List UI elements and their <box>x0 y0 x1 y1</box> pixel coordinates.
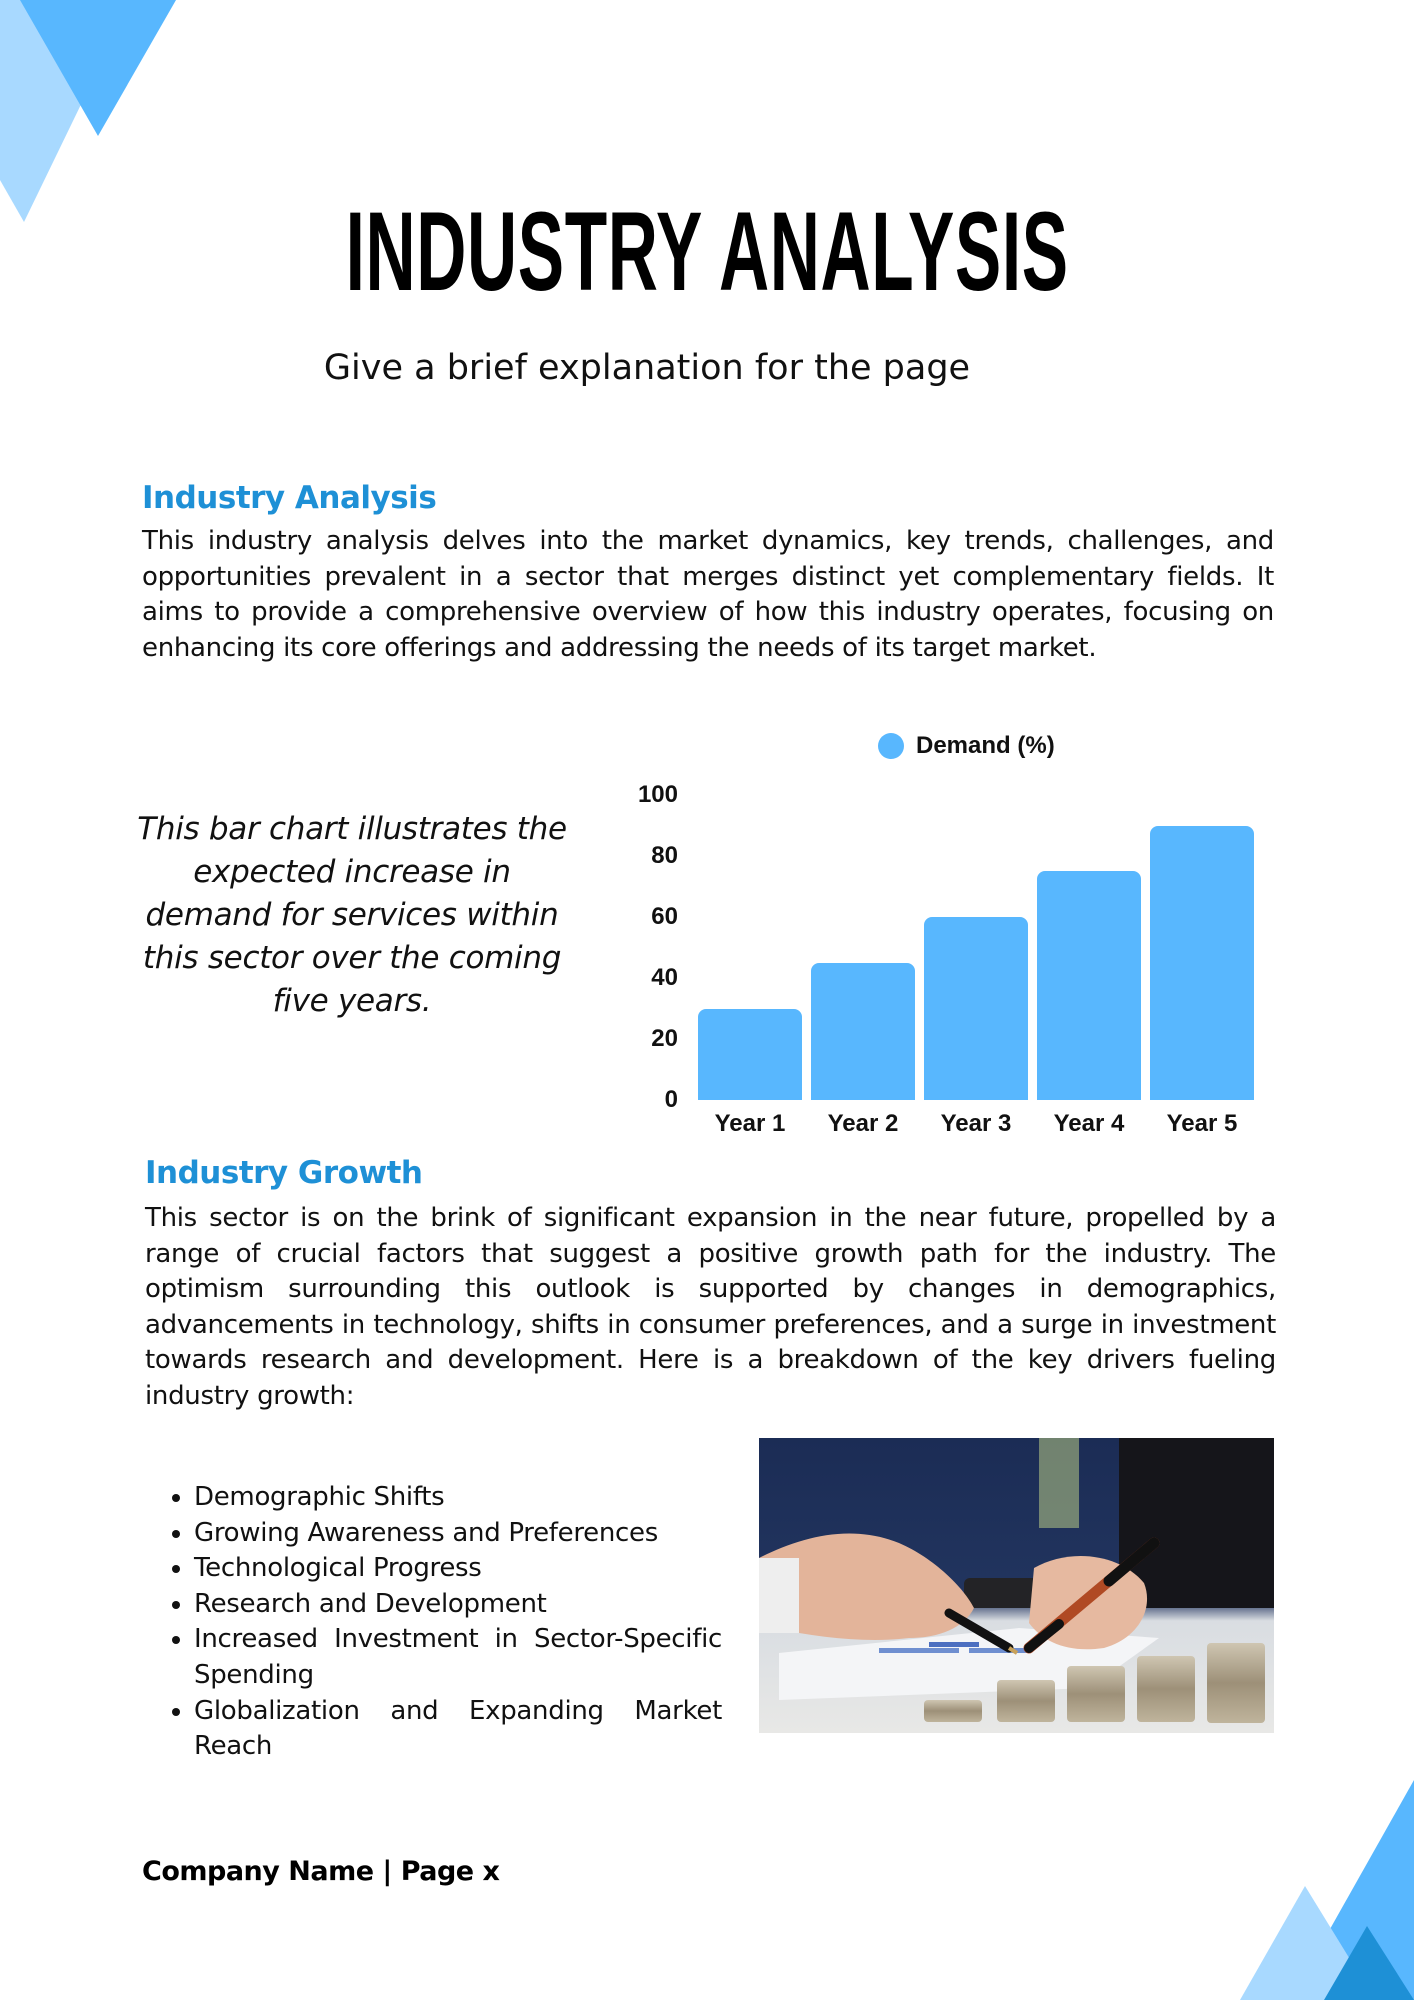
bar-year-1 <box>698 1009 802 1101</box>
x-tick-label: Year 5 <box>1166 1110 1238 1137</box>
y-tick-label: 20 <box>651 1025 678 1052</box>
chart-caption: This bar chart illustrates the expected increase in demand for services within this sector over the coming five years. <box>137 811 567 1019</box>
x-tick-label: Year 3 <box>940 1110 1012 1137</box>
list-item: • Technological Progress <box>194 1551 722 1587</box>
section-body-analysis: This industry analysis delves into the market dynamics, key trends, challenges, and opportunities prevalent in a sector that merges distinct yet complementary fields. It aims to provide a comprehensive overview of how this industry operates, focusing on enhancing its core offerings and addressing the needs of its target market. <box>142 526 1274 663</box>
list-item: • Demographic Shifts <box>194 1480 722 1516</box>
demand-bar-chart <box>620 720 1280 1140</box>
x-tick-label: Year 2 <box>827 1110 899 1137</box>
legend-label: Demand (%) <box>916 732 1055 759</box>
page-subtitle: Give a brief explanation for the page <box>323 348 971 388</box>
page-title <box>0 189 1414 314</box>
y-tick-label: 40 <box>651 964 678 991</box>
list-item: • Globalization and Expanding Market Reach <box>194 1694 722 1765</box>
list-item: • Growing Awareness and Preferences <box>194 1516 722 1552</box>
business-finance-photo <box>759 1438 1274 1733</box>
y-tick-label: 60 <box>651 903 678 930</box>
section-heading-growth: Industry Growth <box>145 1155 423 1191</box>
x-tick-label: Year 1 <box>714 1110 786 1137</box>
bar-year-3 <box>924 917 1028 1100</box>
footer-company-page: Company Name | Page x <box>142 1856 500 1887</box>
list-item: • Increased Investment in Sector-Specific Spending <box>194 1622 722 1693</box>
y-tick-label: 0 <box>664 1086 678 1113</box>
section-heading-analysis: Industry Analysis <box>142 480 437 516</box>
bar-year-5 <box>1150 826 1254 1101</box>
photo-illustration <box>759 1438 1274 1733</box>
page-title-text: INDUSTRY ANALYSIS <box>345 189 1069 314</box>
corner-decoration-bottom-right <box>1200 1760 1414 2000</box>
section-body-growth: This sector is on the brink of significant expansion in the near future, propelled by a range of crucial factors that suggest a positive growth path for the industry. The optimism surrounding this outlook is supported by changes in demographics, advancements in technology, shifts in consumer preferences, and a surge in investment towards research and development. Here is a breakdown of the key drivers fueling industry growth: <box>145 1203 1276 1411</box>
chart-legend <box>878 732 1055 760</box>
y-tick-label: 100 <box>637 781 678 808</box>
legend-swatch-icon <box>878 733 904 759</box>
growth-drivers-list <box>146 1480 722 1765</box>
bar-year-4 <box>1037 871 1141 1100</box>
list-item: • Research and Development <box>194 1587 722 1623</box>
bar-year-2 <box>811 963 915 1100</box>
y-tick-label: 80 <box>651 842 678 869</box>
x-tick-label: Year 4 <box>1053 1110 1125 1137</box>
